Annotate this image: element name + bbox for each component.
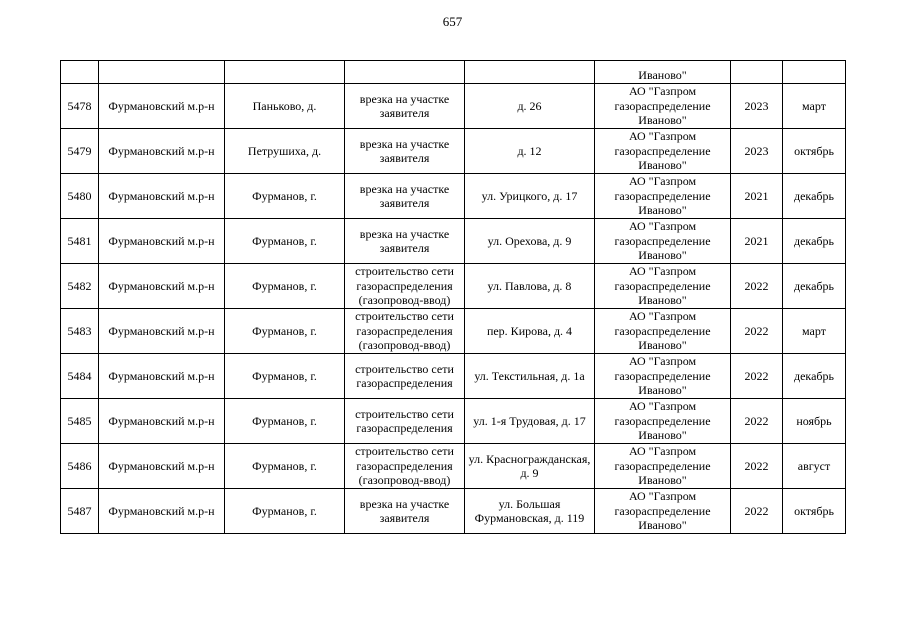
cell-org: АО "Газпром газораспределение Иваново"	[595, 264, 731, 309]
cell-address: ул. Орехова, д. 9	[465, 219, 595, 264]
table-row	[61, 174, 846, 219]
cell-num: 5486	[61, 444, 99, 489]
cell-work: врезка на участке заявителя	[345, 84, 465, 129]
cell-month: август	[783, 444, 846, 489]
cell-year: 2022	[731, 444, 783, 489]
cell-year: 2023	[731, 129, 783, 174]
table-row	[61, 489, 846, 534]
table-row	[61, 84, 846, 129]
cell-work: строительство сети газораспределения	[345, 354, 465, 399]
cell-num: 5487	[61, 489, 99, 534]
cell-settlement: Фурманов, г.	[225, 174, 345, 219]
cell-year: 2021	[731, 219, 783, 264]
cell-month: декабрь	[783, 219, 846, 264]
cell-month: ноябрь	[783, 399, 846, 444]
cell-address	[465, 61, 595, 84]
cell-district: Фурмановский м.р-н	[99, 264, 225, 309]
cell-settlement: Фурманов, г.	[225, 264, 345, 309]
cell-num: 5484	[61, 354, 99, 399]
cell-year: 2023	[731, 84, 783, 129]
table-row	[61, 264, 846, 309]
cell-num: 5485	[61, 399, 99, 444]
cell-year: 2022	[731, 399, 783, 444]
cell-district: Фурмановский м.р-н	[99, 309, 225, 354]
cell-org: АО "Газпром газораспределение Иваново"	[595, 444, 731, 489]
cell-month: октябрь	[783, 129, 846, 174]
cell-district: Фурмановский м.р-н	[99, 399, 225, 444]
cell-org: АО "Газпром газораспределение Иваново"	[595, 129, 731, 174]
cell-month: март	[783, 309, 846, 354]
cell-district: Фурмановский м.р-н	[99, 174, 225, 219]
cell-year: 2022	[731, 354, 783, 399]
cell-year	[731, 61, 783, 84]
cell-work: врезка на участке заявителя	[345, 219, 465, 264]
table-row	[61, 129, 846, 174]
cell-num: 5482	[61, 264, 99, 309]
cell-num: 5479	[61, 129, 99, 174]
cell-year: 2021	[731, 174, 783, 219]
cell-work	[345, 61, 465, 84]
cell-num: 5481	[61, 219, 99, 264]
continuation-row	[61, 61, 846, 84]
cell-org: АО "Газпром газораспределение Иваново"	[595, 399, 731, 444]
cell-year: 2022	[731, 309, 783, 354]
table-row	[61, 444, 846, 489]
cell-num: 5483	[61, 309, 99, 354]
cell-work: строительство сети газораспределения (газопровод-ввод)	[345, 264, 465, 309]
cell-district: Фурмановский м.р-н	[99, 84, 225, 129]
cell-year: 2022	[731, 264, 783, 309]
cell-settlement: Паньково, д.	[225, 84, 345, 129]
cell-month: октябрь	[783, 489, 846, 534]
cell-num: 5478	[61, 84, 99, 129]
cell-month: декабрь	[783, 264, 846, 309]
cell-address: д. 12	[465, 129, 595, 174]
cell-address: ул. 1-я Трудовая, д. 17	[465, 399, 595, 444]
cell-district: Фурмановский м.р-н	[99, 444, 225, 489]
cell-org: АО "Газпром газораспределение Иваново"	[595, 354, 731, 399]
cell-district: Фурмановский м.р-н	[99, 489, 225, 534]
table-row	[61, 219, 846, 264]
cell-org: АО "Газпром газораспределение Иваново"	[595, 309, 731, 354]
cell-year: 2022	[731, 489, 783, 534]
cell-month: март	[783, 84, 846, 129]
page-number: 657	[442, 14, 463, 29]
cell-settlement: Фурманов, г.	[225, 489, 345, 534]
cell-month: декабрь	[783, 354, 846, 399]
cell-settlement: Фурманов, г.	[225, 219, 345, 264]
cell-settlement: Фурманов, г.	[225, 444, 345, 489]
table-row	[61, 354, 846, 399]
gas-connection-table	[60, 60, 846, 534]
cell-settlement: Петрушиха, д.	[225, 129, 345, 174]
table-row	[61, 399, 846, 444]
cell-org: АО "Газпром газораспределение Иваново"	[595, 84, 731, 129]
cell-address: пер. Кирова, д. 4	[465, 309, 595, 354]
cell-work: врезка на участке заявителя	[345, 174, 465, 219]
cell-org: АО "Газпром газораспределение Иваново"	[595, 489, 731, 534]
cell-org: Иваново"	[595, 61, 731, 84]
cell-settlement: Фурманов, г.	[225, 354, 345, 399]
cell-month: декабрь	[783, 174, 846, 219]
cell-district	[99, 61, 225, 84]
cell-address: ул. Большая Фурмановская, д. 119	[465, 489, 595, 534]
cell-address: д. 26	[465, 84, 595, 129]
cell-address: ул. Урицкого, д. 17	[465, 174, 595, 219]
cell-settlement: Фурманов, г.	[225, 309, 345, 354]
cell-district: Фурмановский м.р-н	[99, 219, 225, 264]
cell-work: врезка на участке заявителя	[345, 489, 465, 534]
cell-address: ул. Красногражданская, д. 9	[465, 444, 595, 489]
cell-num: 5480	[61, 174, 99, 219]
cell-num	[61, 61, 99, 84]
cell-org: АО "Газпром газораспределение Иваново"	[595, 174, 731, 219]
cell-address: ул. Павлова, д. 8	[465, 264, 595, 309]
cell-month	[783, 61, 846, 84]
cell-work: строительство сети газораспределения (газопровод-ввод)	[345, 309, 465, 354]
cell-work: строительство сети газораспределения	[345, 399, 465, 444]
cell-district: Фурмановский м.р-н	[99, 354, 225, 399]
cell-address: ул. Текстильная, д. 1а	[465, 354, 595, 399]
cell-settlement: Фурманов, г.	[225, 399, 345, 444]
cell-org: АО "Газпром газораспределение Иваново"	[595, 219, 731, 264]
cell-district: Фурмановский м.р-н	[99, 129, 225, 174]
cell-work: строительство сети газораспределения (газопровод-ввод)	[345, 444, 465, 489]
table-row	[61, 309, 846, 354]
cell-work: врезка на участке заявителя	[345, 129, 465, 174]
cell-settlement	[225, 61, 345, 84]
